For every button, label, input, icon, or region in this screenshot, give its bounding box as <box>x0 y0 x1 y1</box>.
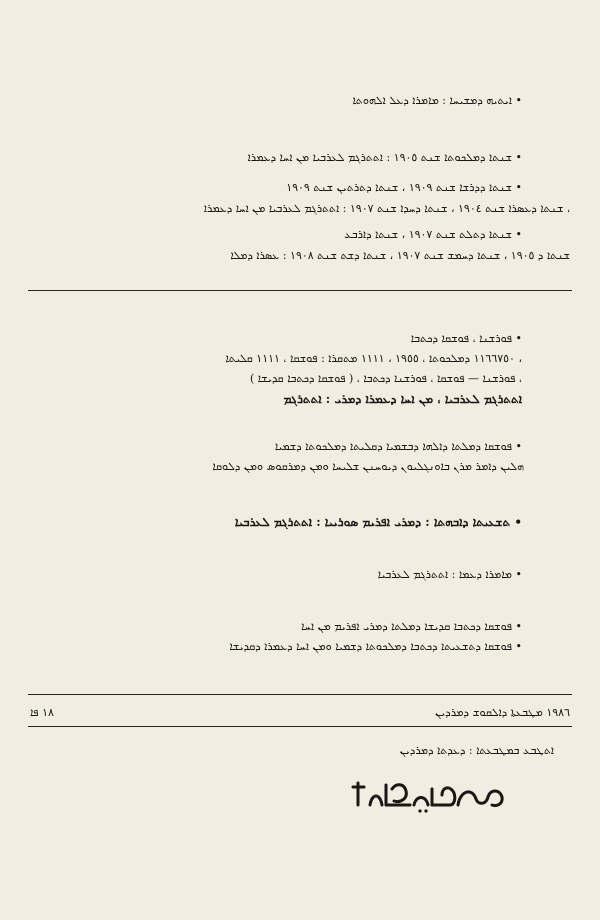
footer <box>30 706 570 720</box>
signature-mark <box>350 775 510 815</box>
entry-line: • ܫܢܬܐ ܕܕܪܫܐ ܫܢܬ ١٩٠٩ ، ܫܢܬܐ ܕܬܪܬܝܢ ܫܢܬ ١٩٠٩ <box>286 181 522 194</box>
footer-rule-top <box>28 694 572 695</box>
entry-line: • ܦܘܫܩܐ ܕܟܬܒܐ ܩܕܝܫܐ ܕܡܠܬܐ ܕܡܪܝ ܐܦܪܝܡ ܡܢ ܐܚܐ <box>301 620 522 633</box>
footer-rule-bottom <box>28 726 572 727</box>
entry-line: • ܫܢܬܐ ܕܬܠܬ ܫܢܬ ١٩٠٧ ، ܫܢܬܐ ܕܐܪܒܥ <box>344 228 522 241</box>
entry-line: • ܐܝܬܝܗ ܕܡܫܝܚܐ : ܡܐܡܪܐ ܕܥܠ ܐܠܗܘܬܐ <box>352 94 522 107</box>
work-line: ܐܬܬܪܓܡ ܠܥܪܒܝܐ ، ܡܢ ܐܚܐ ܕܥܡܪܐ ܕܡܪܝ : ܐܬܬܪܓܡ <box>283 392 522 406</box>
entry-line: • ܬܫܥܝܬܐ ܕܐܒܗܬܐ : ܕܡܪܝ ܐܦܪܝܡ ܣܘܪܝܝܐ : ܐܬܬܪܓܡ ܠܥܪܒܝܐ <box>234 515 522 529</box>
commentary-line: ܗܠܝܢ ܕܐܡܪ ܡܪܢ ܒܐܘܢܓܠܝܘܢ ܕܝܘܚܢܢ ܫܠܝܚܐ ܘܡܢ ܕܡܪܩܘܣ ܘܡܢ ܕܠܘܩܐ <box>212 460 524 473</box>
entry-line: • ܦܘܫܩܐ ܕܬܫܥܝܬܐ ܕܟܬܒܐ ܕܡܠܟܘܬܐ ܕܫܡܝܐ ܘܡܢ ܐܚܐ ܕܥܡܪܐ ܕܩܕܝܫܐ <box>229 640 522 653</box>
work-line: ، ܦܘܪܫܢܐ — ܦܘܫܩܐ ، ܦܘܪܫܢܐ ܕܟܬܒܐ ، ( ܦܘܫܩܐ ܕܟܬܒܐ ܩܕܝܫܐ ) <box>249 372 522 385</box>
entry-line: • ܡܐܡܪܐ ܕܥܡܐ : ܐܬܬܪܓܡ ܠܥܪܒܝܐ <box>377 568 522 581</box>
entry-line: • ܫܢܬܐ ܕܡܠܟܘܬܐ ܫܢܬ ١٩٠٥ : ܐܬܬܪܓܡ ܠܥܪܒܝܐ ܡܢ ܐܚܐ ܕܥܡܪܐ <box>247 151 522 164</box>
colophon-text: ܐܬܛܒܥ ܒܡܛܒܥܬܐ : ܕܥܕܬܐ ܕܡܪܕܝܢ <box>399 744 554 757</box>
work-line: • ܦܘܪܫܢܐ ، ܦܘܫܩܐ ܕܟܬܒܐ <box>410 332 522 345</box>
page-number: ١٨ ܦܐ <box>30 706 54 719</box>
commentary-line: • ܦܘܫܩܐ ܕܡܠܬܐ ܕܐܠܗܐ ܕܒܫܡܝܐ ܕܩܠܝܬܐ ܕܡܠܟܘܬܐ ܕܫܡܝܐ <box>274 440 522 453</box>
work-line: ، ١١٦٦٧٥٠ ܕܡܠܟܘܬܐ ، ١٩٥٥ ، ١١١١ ܡܬܩܪܐ : ܦܘܫܩܐ ، ١١١١ ܩܠܝܬܐ <box>225 352 522 365</box>
section-divider <box>28 290 572 291</box>
publication-line: ١٩٨٦ ܡܛܒܥܬܐ ܕܐܠܩܘܫ ܕܡܪܕܝܢ <box>435 706 570 719</box>
entry-line: ، ܫܢܬܐ ܕܥܣܪܐ ܫܢܬ ١٩٠٤ ، ܫܢܬܐ ܕܚܕܐ ܫܢܬ ١٩٠٧ : ܐܬܬܪܓܡ ܠܥܪܒܝܐ ܡܢ ܐܚܐ ܕܥܡܪܐ <box>203 202 570 215</box>
entry-line: ܫܢܬܐ ܕ ١٩٠٥ ، ܫܢܬܐ ܕܚܡܫ ܫܢܬ ١٩٠٧ ، ܫܢܬܐ ܕܫܬ ܫܢܬ ١٩٠٨ : ܥܣܪܐ ܕܡܠܐ <box>230 249 570 262</box>
